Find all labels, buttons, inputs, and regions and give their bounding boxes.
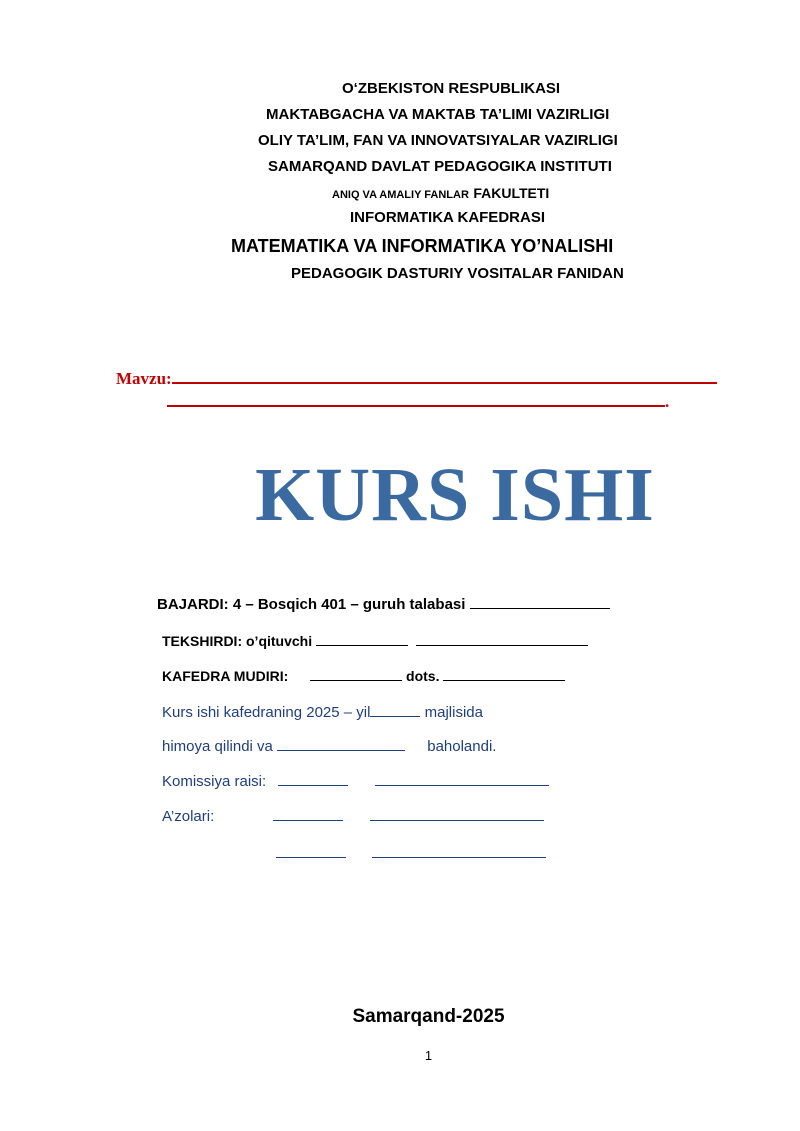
department-heading: INFORMATIKA KAFEDRASI — [350, 209, 545, 226]
member2-name-blank — [372, 843, 546, 858]
city-year: Samarqand-2025 — [352, 1006, 505, 1027]
ministry-preschool-heading: MAKTABGACHA VA MAKTAB TA’LIMI VAZIRLIGI — [266, 106, 610, 123]
subject-heading: PEDAGOGIK DASTURIY VOSITALAR FANIDAN — [291, 265, 624, 282]
topic-end-mark: . — [665, 392, 670, 411]
department-head-label: KAFEDRA MUDIRI: — [162, 668, 289, 684]
dots-label: dots. — [406, 668, 440, 684]
chair-signature-blank — [278, 771, 348, 786]
meeting-number-blank — [370, 702, 420, 717]
defense-date-row — [162, 702, 483, 721]
member1-name-blank — [370, 806, 544, 821]
ministry-higher-ed-heading: OLIY TA’LIM, FAN VA INNOVATSIYALAR VAZIRLIGI — [258, 132, 618, 149]
head-signature-blank — [310, 666, 402, 681]
graded-label: baholandi. — [427, 738, 497, 755]
document-title: KURS ISHI — [255, 453, 655, 537]
checked-by-label: TEKSHIRDI: o’qituvchi — [162, 633, 313, 649]
members-row — [162, 806, 544, 825]
teacher-signature-blank — [316, 631, 408, 646]
faculty-name: ANIQ VA AMALIY FANLAR — [332, 189, 469, 201]
performed-by-label: BAJARDI: 4 – Bosqich 401 – guruh talabasi — [157, 596, 466, 613]
topic-label: Mavzu: — [116, 369, 172, 388]
grade-row — [162, 736, 496, 755]
faculty-word: FAKULTETI — [473, 185, 550, 201]
commission-chair-label: Komissiya raisi: — [162, 773, 267, 790]
topic-blank-1 — [172, 365, 717, 384]
institute-heading: SAMARQAND DAVLAT PEDAGOGIKA INSTITUTI — [268, 158, 612, 175]
member2-row — [276, 843, 546, 862]
defense-year-label: Kurs ishi kafedraning 2025 – yil — [162, 704, 371, 721]
head-name-blank — [443, 666, 565, 681]
meeting-label: majlisida — [424, 704, 483, 721]
topic-line-1 — [116, 365, 717, 389]
program-heading: MATEMATIKA VA INFORMATIKA YO’NALISHI — [231, 236, 614, 256]
faculty-heading — [332, 185, 549, 203]
department-head-row — [162, 666, 565, 684]
page-number: 1 — [424, 1048, 433, 1063]
country-heading: O‘ZBEKISTON RESPUBLIKASI — [342, 80, 561, 97]
members-label: A’zolari: — [162, 808, 215, 825]
member1-signature-blank — [273, 806, 343, 821]
commission-chair-row — [162, 771, 549, 790]
topic-line-2 — [167, 388, 669, 412]
grade-blank — [277, 736, 405, 751]
teacher-name-blank — [416, 631, 588, 646]
member2-signature-blank — [276, 843, 346, 858]
performed-by-row — [157, 594, 610, 613]
student-name-blank — [470, 594, 610, 609]
checked-by-row — [162, 631, 588, 649]
topic-blank-2 — [167, 388, 665, 407]
defended-label: himoya qilindi va — [162, 738, 273, 755]
chair-name-blank — [375, 771, 549, 786]
